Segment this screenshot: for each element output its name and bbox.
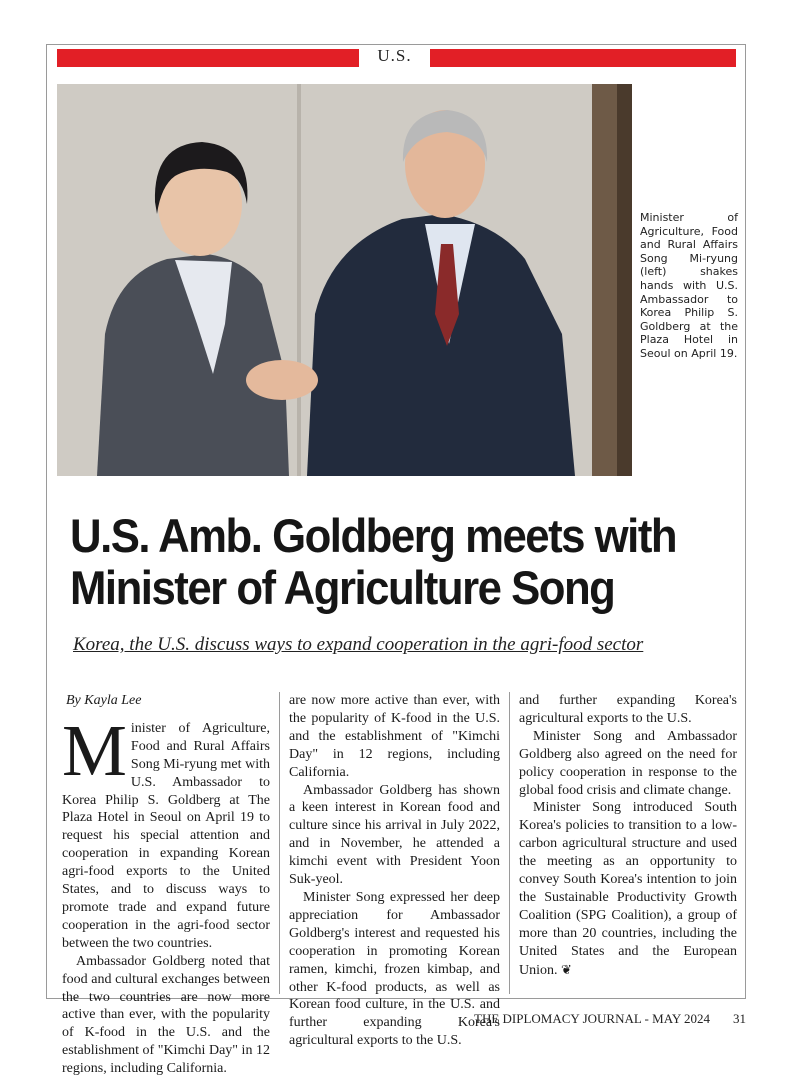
section-bar-left [57, 49, 359, 67]
article-column-3 [519, 692, 737, 980]
article-paragraph [62, 709, 270, 953]
headline [70, 510, 693, 614]
paragraph-text: Minister Song introduced South Korea's policies to transition to a low-carbon agricultural structure and used the meeting as an opportunity to convey South Korea's intention to join the Sustainable Productivity Growth Coalition (SPG Coalition), a group of more than 20 countries, including the United States and the European Union. [519, 800, 737, 978]
article-paragraph: Minister Song and Ambassador Goldberg also agreed on the need for policy cooperation in response to the global food crisis and climate change. [519, 728, 737, 798]
subheadline: Korea, the U.S. discuss ways to expand cooperation in the agri-food sector [73, 634, 644, 655]
article-column-1 [62, 692, 270, 1077]
article-photo [57, 84, 632, 476]
article-paragraph: Ambassador Goldberg has shown a keen interest in Korean food and culture since his arrival in July 2022, and in November, he attended a kimchi event with President Yoon Suk-yeol. [289, 782, 500, 888]
section-label: U.S. [377, 46, 412, 65]
footer-publication: THE DIPLOMACY JOURNAL - MAY 2024 [474, 1011, 711, 1026]
article-paragraph-continued: and further expanding Korea's agricultural exports to the U.S. [519, 693, 737, 726]
photo-illustration [57, 84, 632, 476]
article-paragraph: Minister Song expressed her deep appreciation for Ambassador Goldberg's interest and requested his cooperation in promoting Korean ramen, kimchi, frozen kimbap, and other K-food products, as well as Korean food culture, in the U.S. and further expanding Korea's agricultural exports to the U.S. [289, 889, 500, 1049]
photo-caption: Minister of Agriculture, Food and Rural Affairs Song Mi-ryung (left) shakes hands with U.S. Ambassador to Korea Philip S. Goldberg at the Plaza Hotel in Seoul on April 19. [640, 211, 738, 360]
article-paragraph: Ambassador Goldberg noted that food and cultural exchanges between the two countries are now more active than ever, with the popularity of K-food in the U.S. and the establishment of "Kimchi Day" in 12 regions, including California. [62, 953, 270, 1077]
column-divider [279, 692, 280, 994]
headline-line-1: U.S. Amb. Goldberg meets with [70, 509, 677, 562]
article-paragraph-continued: are now more active than ever, with the popularity of K-food in the U.S. and the establishment of "Kimchi Day" in 12 regions, including California. [289, 693, 500, 780]
page-number: 31 [733, 1011, 746, 1026]
article-paragraph [519, 799, 737, 979]
headline-line-2: Minister of Agriculture Song [70, 561, 615, 614]
section-bar-right [430, 49, 736, 67]
paragraph-text: inister of Agriculture, Food and Rural Affairs Song Mi-ryung met with U.S. Ambassador to Korea Philip S. Goldberg at The Plaza Hotel in Seoul on April 19 to request his special attention and cooperation in expanding Korean agri-food exports to the United States, and to discuss ways to promote trade and expand future cooperation in the agri-food sector between the two countries. [62, 720, 270, 951]
drop-cap: M [62, 709, 127, 791]
column-divider [509, 692, 510, 994]
article-column-2 [289, 692, 500, 1049]
end-mark-icon: ❦ [561, 961, 572, 977]
byline: By Kayla Lee [66, 693, 142, 708]
